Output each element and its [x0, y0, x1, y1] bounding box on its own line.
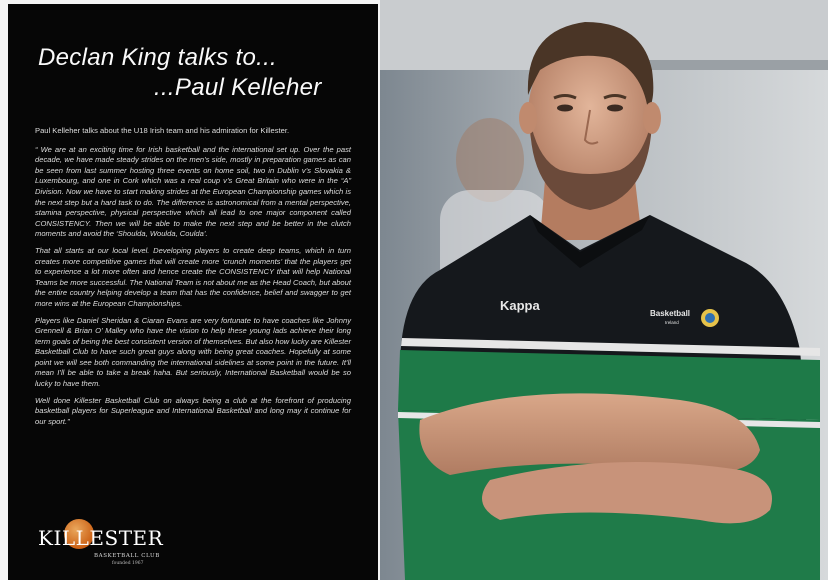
coach-photo — [380, 0, 828, 580]
article-paragraph-2: That all starts at our local level. Developing players to create deep teams, which in turn creates more competitive games that will create more ‘crunch moments’ that the players get to experience a lot more often and hence create the CONSISTENCY that will help National Teams be more successful. The National Team is not about me as the Head Coach, but about the entire country helping develop a team that has the confidence, belief and swagger to get more wins at the European Championships. — [35, 245, 351, 308]
jersey-badge-sub: Ireland — [665, 320, 679, 325]
article-paragraph-1: “ We are at an exciting time for Irish basketball and the international set up. Over the past decade, we have made steady strides on the men’s side, mostly in preparation games as can be seen from last summer hosting three events on home soil, two in Dublin v’s Slovakia & Luxembourg, and one in Cork which was a real coup v’s Great Britain who were in the “A” Division. Now we have to start making strides at the European Championship games which is the next step but a hard task to do. The difference is astronomical from a mental perspective, stamina perspective, physical perspective which all lead to one major component called CONSISTENCY. Then we will be able to make the next step and be better in the clutch moments and avoid the ‘Shoulda, Woulda, Coulda’. — [35, 144, 351, 239]
article-paragraph-4: Well done Killester Basketball Club on always being a club at the forefront of producing basketball players for Superleague and International Basketball and long may it continue for our sport.” — [35, 395, 351, 426]
jersey-brand: Kappa — [500, 298, 540, 313]
article-panel — [8, 4, 378, 580]
article-body — [35, 126, 351, 433]
article-title-line1: Declan King talks to... — [38, 44, 278, 71]
logo-subtitle: BASKETBALL CLUB — [94, 553, 160, 559]
killester-logo — [38, 516, 178, 566]
article-intro: Paul Kelleher talks about the U18 Irish team and his admiration for Killester. — [35, 126, 290, 135]
article-title-line2: ...Paul Kelleher — [154, 74, 322, 101]
article-paragraph-3: Players like Daniel Sheridan & Ciaran Evans are very fortunate to have coaches like Johnny Grennell & Brian O’ Malley who have the vision to help these young lads achieve their long term goals of being the best consistent version of themselves. But also how lucky are Killester Basketball Club to have such great guys along with being great coaches. Hopefully at some point we will see both commanding the international sidelines at some point in the future. It’ll mean I’ll be able to take a break haha. But seriously, International Basketball would be so lucky to have them. — [35, 315, 351, 389]
jersey-badge-label: Basketball — [650, 309, 691, 318]
logo-wordmark: KILLESTER — [38, 526, 164, 550]
logo-established: founded 1967 — [112, 561, 144, 566]
